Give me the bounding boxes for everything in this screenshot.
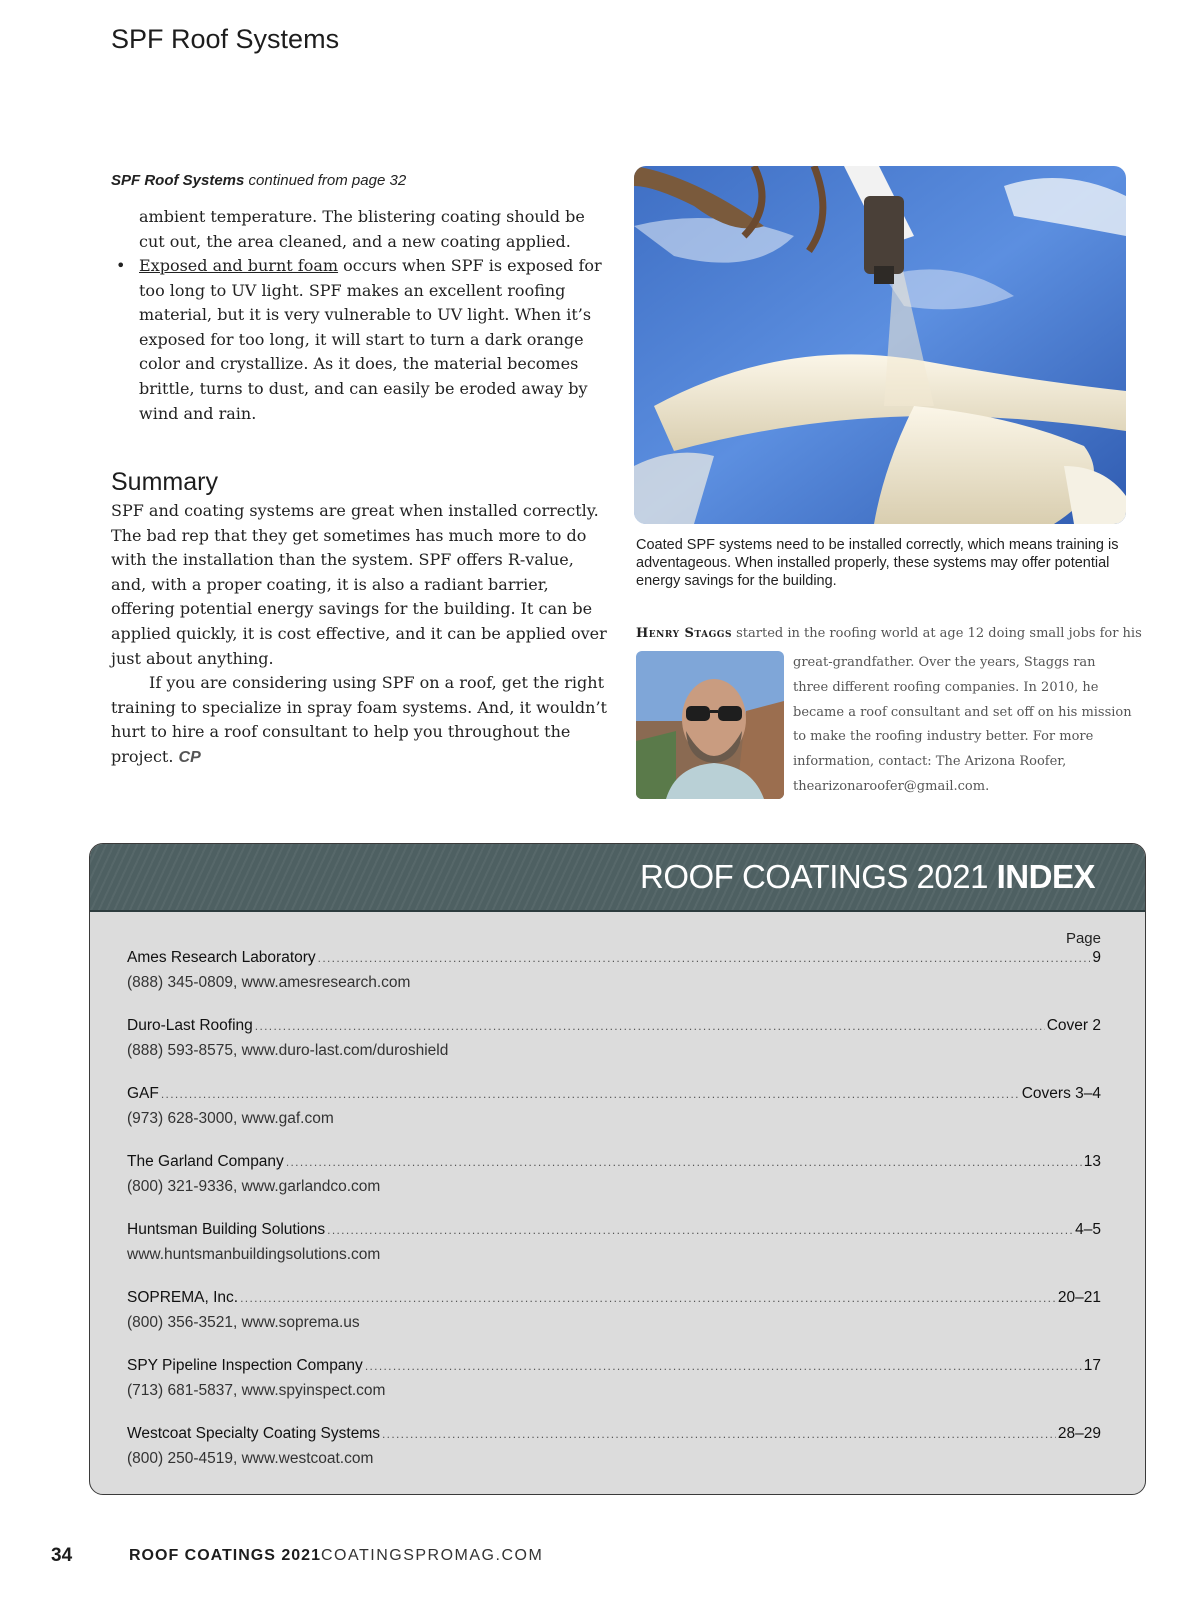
index-entry [127,949,1101,992]
index-entry [127,1425,1101,1468]
author-headshot-illustration [636,651,784,799]
index-entry-name: Duro-Last Roofing [127,1017,253,1034]
index-entry-name: SPY Pipeline Inspection Company [127,1357,363,1374]
index-entry [127,1357,1101,1400]
index-entry-page: Cover 2 [1046,1017,1101,1034]
continued-note: continued from page 32 [248,172,407,189]
index-entry-page: 13 [1083,1153,1101,1170]
index-title-bold: INDEX [996,858,1095,895]
photo-caption: Coated SPF systems need to be installed correctly, which means training is adventageous. When installed properly, these systems may offer potential energy savings for the building. [636,537,1119,589]
continued-line [111,172,406,189]
index-entry-contact[interactable]: (973) 628-3000, www.gaf.com [127,1110,334,1127]
bio-first-line [636,626,1142,641]
index-entry-page: 4–5 [1075,1221,1101,1238]
index-title-light: ROOF COATINGS 2021 [639,858,988,895]
index-entry-page: 9 [1092,949,1101,966]
summary-paragraph-1: SPF and coating systems are great when installed correctly. The bad rep that they get sometimes has much more to do with the installation than the system. SPF offers R-value, and, with a proper coating, it is also a radiant barrier, offering potential energy savings for the building. It can be applied quickly, it is cost effective, and it can be applied over just about anything. [111,501,607,668]
leader-dots [240,1291,1056,1305]
author-headshot [636,651,784,799]
index-title [640,858,1095,896]
index-header-band [90,844,1145,912]
index-entry [127,1221,1101,1264]
index-entry-page: Covers 3–4 [1021,1085,1101,1102]
summary-paragraph-2 [111,671,611,770]
index-entry-name: The Garland Company [127,1153,284,1170]
bullet-text: occurs when SPF is exposed for too long to UV light. SPF makes an excellent roofing material, but it is very vulnerable to UV light. When it’s exposed for too long, it will start to turn a dark orange color and crystallize. As it does, the material becomes brittle, turns to dust, and can easily be eroded away by wind and rain. [139,256,602,423]
index-box [89,843,1146,1495]
bullet-dot: • [116,256,126,275]
bio-text: great-grandfather. Over the years, Staggs ran three different roofing companies. In 2010, he became a roof consultant and set off on his mission to make the roofing industry better. For more information, contact: The Arizona Roofer, thearizonaroofer@gmail.com. [793,655,1132,794]
index-entry-name: Westcoat Specialty Coating Systems [127,1425,380,1442]
leader-dots [365,1359,1082,1373]
spray-foam-photo [634,166,1126,524]
summary-paragraph-2-text: If you are considering using SPF on a roof, get the right training to specialize in spray foam systems. And, it wouldn’t hurt to hire a roof consultant to help you throughout the project. [111,673,607,766]
index-entry-contact[interactable]: (800) 250-4519, www.westcoat.com [127,1450,374,1467]
index-entry-contact[interactable]: (800) 321-9336, www.garlandco.com [127,1178,381,1195]
footer-publication: ROOF COATINGS 2021 [129,1547,321,1564]
index-entry-page: 17 [1083,1357,1101,1374]
running-head: SPF Roof Systems [111,24,340,54]
index-entry-contact[interactable]: (800) 356-3521, www.soprema.us [127,1314,360,1331]
continued-title: SPF Roof Systems [111,172,245,189]
leader-dots [161,1087,1020,1101]
index-entry-name: Huntsman Building Solutions [127,1221,326,1238]
index-entry-contact[interactable]: (888) 593-8575, www.duro-last.com/duroshield [127,1042,449,1059]
index-entry-contact[interactable]: (888) 345-0809, www.amesresearch.com [127,974,411,991]
summary-heading: Summary [111,468,218,496]
index-entry [127,1017,1101,1060]
paragraph-continuation: ambient temperature. The blistering coating should be cut out, the area cleaned, and a new coating applied. [139,207,585,251]
index-entry-name: GAF [127,1085,159,1102]
index-entry-name: Ames Research Laboratory [127,949,316,966]
bio-name: Henry Staggs [636,626,732,641]
index-entry-contact[interactable]: (713) 681-5837, www.spyinspect.com [127,1382,386,1399]
index-entry-page: 20–21 [1057,1289,1101,1306]
index-entry [127,1153,1101,1196]
leader-dots [286,1155,1082,1169]
page-number: 34 [51,1545,73,1566]
page-column-header: Page [1065,930,1101,947]
bullet-body [139,254,609,426]
leader-dots [255,1019,1045,1033]
index-entry [127,1085,1101,1128]
bullet-term[interactable]: Exposed and burnt foam [139,256,339,275]
index-entry-contact[interactable]: www.huntsmanbuildingsolutions.com [127,1246,381,1263]
end-mark: CP [178,748,201,766]
leader-dots [318,951,1091,965]
spray-foam-photo-illustration [634,166,1126,524]
index-entry [127,1289,1101,1332]
index-entry-name: SOPREMA, Inc. [127,1289,239,1306]
leader-dots [382,1427,1056,1441]
footer-website[interactable]: COATINGSPROMAG.COM [321,1547,544,1564]
index-entry-page: 28–29 [1057,1425,1101,1442]
bio-line1-text: started in the roofing world at age 12 doing small jobs for his [731,626,1142,641]
leader-dots [327,1223,1073,1237]
